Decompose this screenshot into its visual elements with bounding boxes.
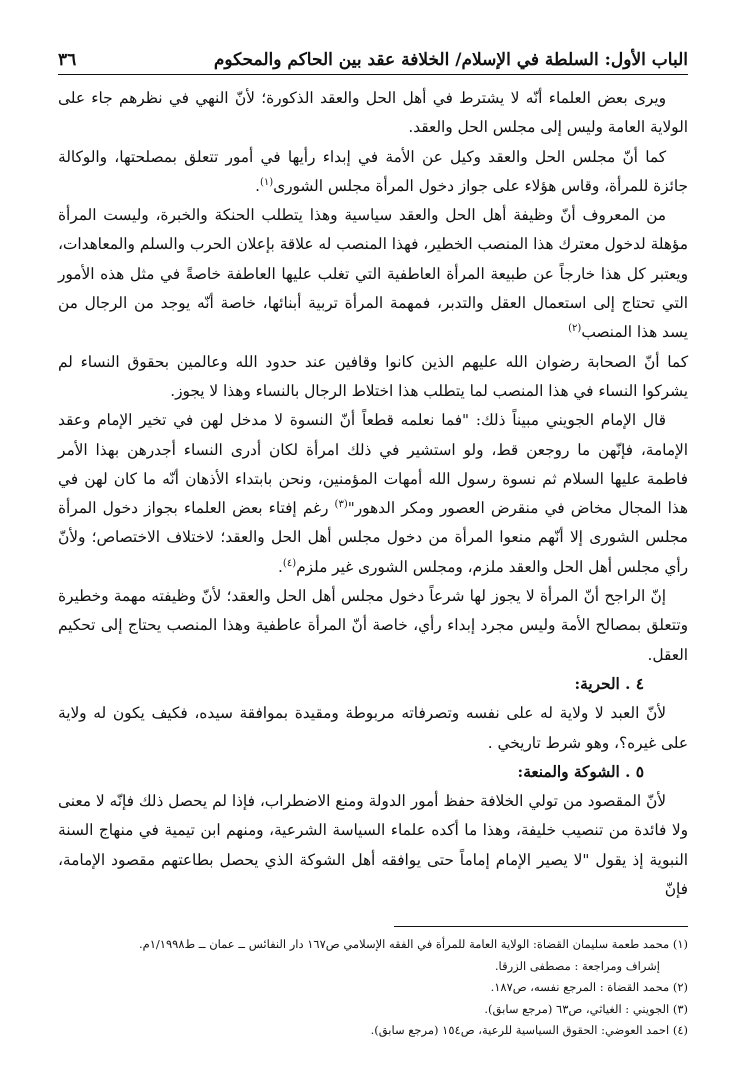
paragraph-6: إنّ الراجح أنّ المرأة لا يجوز لها شرعاً دخول مجلس أهل الحل والعقد؛ لأنّ وظيفته مهمة وخطيرة وتتعلق بمصالح الأمة وليس مجرد إبداء رأي، خاصة أنّ المرأة عاطفية وهذا المنصب يحتاج إلى تحكيم العقل.	[58, 587, 688, 664]
footnote-ref-2[interactable]: (٢)	[568, 323, 582, 335]
section-heading-freedom: ٤ . الحرية:	[574, 674, 644, 693]
paragraph-5: قال الإمام الجويني مبيناً ذلك: "فما نعلمه قطعاً أنّ النسوة لا مدخل لهن في تخير الإمام وعقد الإمامة، فإنّهن ما روجعن قط، ولو استشير في ذلك امرأة لكان أدرى النساء أجدرهن بهذا الأمر فاطمة عليها السلام ثم نسوة رسول الله أمهات المؤمنين، ونحن بابتداء الأذهان أنّه ما كان لهن في هذا المجال مخاض في منقرض العصور ومكر الدهور"$^{(٣)}$ رغم إفتاء بعض العلماء بجواز دخول المرأة مجلس الشورى إلا أنّهم منعوا المرأة من دخول مجلس أهل الحل والعقد؛ لاختلاف الاختصاص؛ ولأنّ رأي مجلس أهل الحل والعقد ملزم، ومجلس الشورى غير ملزم$^{(٤)}$.	[58, 411, 688, 576]
paragraph-2: كما أنّ مجلس الحل والعقد وكيل عن الأمة في إبداء رأيها في أمور تتعلق بمصلحتها، والوكالة جائزة للمرأة، وقاس هؤلاء على جواز دخول المرأة مجلس الشورى$^{(١)}$.	[58, 147, 688, 195]
footnote-1-continued: إشراف ومراجعة : مصطفى الزرقا.	[494, 958, 660, 973]
footnote-3: (٣) الجويني : الغياثي، ص٦٣ (مرجع سابق).	[484, 1001, 688, 1016]
paragraph-2-text: كما أنّ مجلس الحل والعقد وكيل عن الأمة في إبداء رأيها في أمور تتعلق بمصلحتها، والوكالة جائزة للمرأة، وقاس هؤلاء على جواز دخول المرأة مجلس الشورى	[58, 147, 688, 195]
paragraph-3-text: من المعروف أنّ وظيفة أهل الحل والعقد سياسية وهذا يتطلب الحنكة والخبرة، وليست المرأة مؤهلة لدخول معترك هذا المنصب الخطير، فهذا المنصب له علاقة بإعلان الحرب والسلم والمعاهدات، ويعتبر كل هذا خارجاً عن طبيعة المرأة العاطفية التي تغلب عليها العاطفة خاصةً في مثل هذه الأمور التي تحتاج إلى استعمال العقل والتدبر، فمهمة المرأة تربية أبنائها، خاصة أنّه يوجد من الرجال من يسد هذا المنصب	[58, 206, 688, 342]
paragraph-4: كما أنّ الصحابة رضوان الله عليهم الذين كانوا وقافين عند حدود الله وعالمين بحقوق النساء لم يشركوا النساء في هذا المنصب لما يتطلب هذا اختلاط الرجال بالنساء وهذا لا يجوز.	[58, 352, 688, 400]
paragraph-7: لأنّ العبد لا ولاية له على نفسه وتصرفاته مربوطة ومقيدة بموافقة سيده، فكيف يكون له ولاية على غيره؟، وهو شرط تاريخي .	[58, 704, 688, 752]
footnote-2: (٢) محمد القضاة : المرجع نفسه، ص١٨٧.	[490, 980, 688, 994]
footnotes	[58, 934, 688, 1042]
paragraph-8: لأنّ المقصود من تولي الخلافة حفظ أمور الدولة ومنع الاضطراب، فإذا لم يحصل ذلك فإنّه لا معنى ولا فائدة من تنصيب خليفة، وهذا ما أكده علماء السياسة الشرعية، ومنهم ابن تيمية في منهاج السنة النبوية إذ يقول "لا يصير الإمام إماماً حتى يوافقه أهل الشوكة الذي يحصل بطاعتهم مقصود الإمامة، فإنّ	[58, 792, 688, 899]
header-rule	[58, 74, 688, 75]
footnote-rule	[394, 926, 688, 927]
paragraph-3	[58, 201, 688, 347]
section-heading-power: ٥ . الشوكة والمنعة:	[517, 762, 644, 781]
paragraph-5-text: رغم إفتاء بعض العلماء بجواز دخول المرأة مجلس الشورى إلا أنّهم منعوا المرأة من دخول مجلس أهل الحل والعقد؛ لاختلاف الاختصاص؛ ولأنّ رأي مجلس أهل الحل والعقد ملزم، ومجلس الشورى غير ملزم	[58, 499, 688, 576]
paragraph-5-quote: قال الإمام الجويني مبيناً ذلك: "فما نعلمه قطعاً أنّ النسوة لا مدخل لهن في تخير الإمام وعقد الإمامة، فإنّهن ما روجعن قط، ولو استشير في ذلك امرأة لكان أدرى النساء أجدرهن بهذا الأمر فاطمة عليها السلام ثم نسوة رسول الله أمهات المؤمنين، ونحن بابتداء الأذهان أنّه ما كان لهن في هذا المجال مخاض في منقرض العصور ومكر الدهور"	[58, 411, 688, 518]
footnote-ref-3[interactable]: (٣)	[334, 499, 348, 511]
footnote-ref-1[interactable]: (١)	[259, 176, 274, 188]
running-title: الباب الأول: السلطة في الإسلام/ الخلافة عقد بين الحاكم والمحكوم	[213, 50, 688, 70]
paragraph-1: ويرى بعض العلماء أنّه لا يشترط في أهل الحل والعقد الذكورة؛ لأنّ النهي في نظرهم جاء على الولاية العامة وليس إلى مجلس الحل والعقد.	[58, 89, 688, 137]
footnote-1: (١) محمد طعمة سليمان القضاة: الولاية العامة للمرأة في الفقه الإسلامي ص١٦٧ دار النفائس ــ عمان ــ ط١/١٩٩٨م.	[138, 937, 688, 951]
footnote-4: (٤) احمد العوضي: الحقوق السياسية للرعية، ص١٥٤ (مرجع سابق).	[370, 1023, 688, 1037]
footnote-ref-4[interactable]: (٤)	[282, 557, 297, 569]
page-number: ٣٦	[58, 50, 77, 70]
page-header	[58, 40, 688, 70]
body-text	[58, 84, 688, 904]
